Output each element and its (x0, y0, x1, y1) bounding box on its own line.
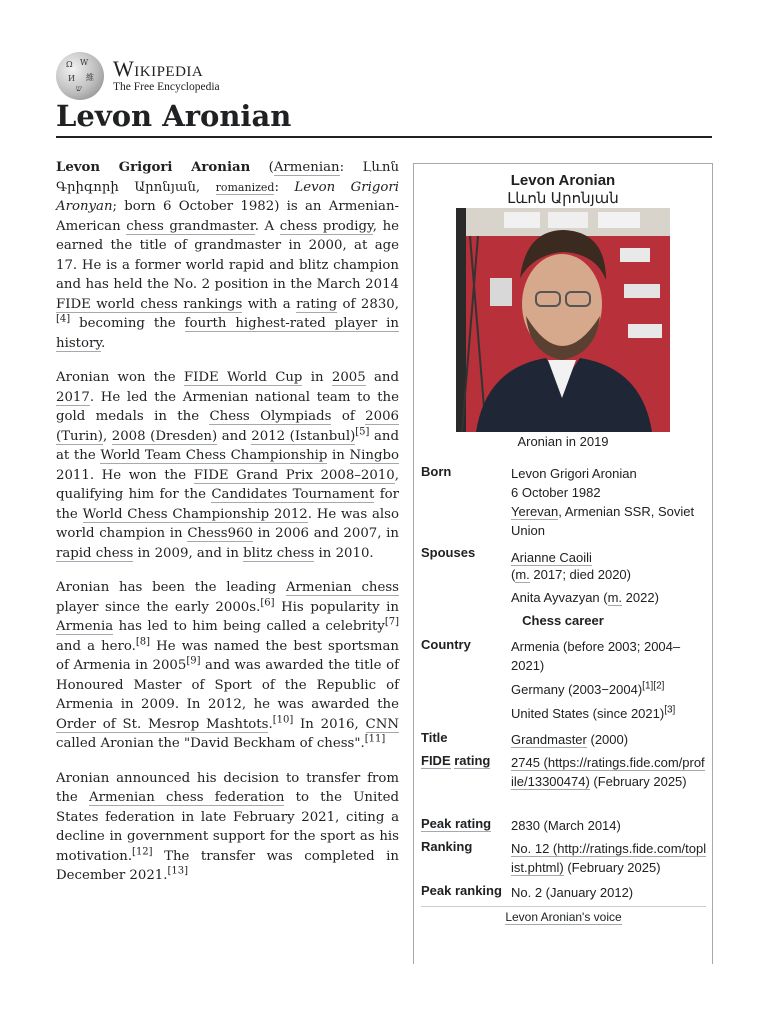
link-armenia[interactable]: Armenia (56, 619, 114, 634)
link-fide-world-chess-rankings[interactable]: FIDE world chess rankings (56, 296, 243, 312)
text: and (217, 428, 252, 444)
text: The transfer was completed in December 2021. (56, 848, 399, 883)
reference-3[interactable]: [3] (664, 704, 676, 716)
fide-rating-value (511, 753, 707, 791)
voice-section (421, 906, 706, 924)
title-value (511, 730, 707, 749)
reference-5[interactable]: [5] (355, 426, 370, 438)
text: and was awarded the title of Honoured Master of Sport of the Republic of Armenia in 2009. In 2012, he was awarded the (56, 658, 399, 712)
text: . A (254, 218, 280, 234)
link-rapid-chess[interactable]: rapid chess (56, 545, 134, 561)
link-2005[interactable]: 2005 (331, 370, 366, 385)
wikipedia-tagline: The Free Encyclopedia (113, 81, 220, 93)
born-place (511, 502, 707, 540)
link-world-chess-championship-2012[interactable]: World Chess Championship 2012 (82, 506, 308, 522)
text: Aronian announced his decision to transfer from the (56, 770, 399, 805)
link-armenian-language[interactable]: Armenian (273, 160, 340, 175)
text: , he earned the title of grandmaster in 2000, at age 17. He is a former world rapid and blitz champion and has held the No. 2 position in the March 2014 (56, 218, 400, 292)
link-grandmaster[interactable]: Grandmaster (511, 732, 587, 747)
text: . (268, 716, 273, 732)
paragraph-achievements (56, 368, 399, 563)
text: , (102, 428, 112, 444)
text: of (331, 409, 366, 424)
romanized-name: Levon Grigori Aronyan (56, 179, 399, 214)
reference-4[interactable]: [4] (56, 313, 71, 325)
link-chess-olympiads[interactable]: Chess Olympiads (209, 409, 332, 424)
text: in 2010. (314, 545, 374, 561)
reference-9[interactable]: [9] (186, 655, 201, 667)
text: (February 2025) (563, 860, 661, 875)
text: , Armenian SSR, Soviet Union (511, 504, 695, 538)
text: and at the (56, 428, 399, 463)
wikipedia-wordmark: Wikipedia (113, 56, 204, 81)
link-fide[interactable]: FIDE (421, 753, 451, 768)
spouses-label: Spouses (421, 545, 476, 560)
text: ( (511, 567, 516, 582)
link-fide-world-cup[interactable]: FIDE World Cup (183, 370, 303, 385)
wikipedia-logo[interactable] (56, 52, 220, 100)
link-fide-toplist[interactable]: No. 12 (http://ratings.fide.com/toplist.phtml) (511, 841, 707, 875)
text: in (302, 370, 332, 385)
chess-career-heading: Chess career (522, 613, 604, 628)
subject-name: Levon Grigori Aronian (56, 160, 251, 175)
peak-rating-value: 2830 (March 2014) (511, 818, 621, 833)
text: In 2016, (293, 716, 366, 732)
country-label: Country (421, 637, 471, 652)
text: with a (242, 296, 297, 312)
text: ; born 6 October 1982) is an Armenian-American (56, 199, 399, 234)
link-candidates-tournament[interactable]: Candidates Tournament (211, 487, 375, 502)
reference-8[interactable]: [8] (135, 636, 151, 648)
link-2012-istanbul[interactable]: 2012 (Istanbul) (251, 428, 356, 444)
text: Aronian won the (56, 370, 184, 385)
text: for the (56, 487, 399, 522)
portrait-photo[interactable] (456, 208, 670, 432)
text: Aronian has been the leading (56, 580, 286, 595)
link-2008-dresden[interactable]: 2008 (Dresden) (111, 428, 218, 444)
text: (2000) (586, 732, 629, 747)
link-married-abbr[interactable]: m. (515, 567, 530, 582)
country-armenia: Armenia (before 2003; 2004–2021) (511, 639, 681, 673)
text: Anita Ayvazyan ( (511, 590, 608, 605)
text: becoming the (70, 316, 185, 331)
fide-rating-label (421, 753, 490, 768)
link-romanized[interactable]: romanized (215, 180, 275, 194)
link-voice-audio[interactable]: Levon Aronian's voice (505, 910, 622, 924)
text: He was named the best sportsman of Armenia in 2005 (56, 638, 399, 673)
ranking-value (511, 839, 707, 877)
text: to the United States federation in late February 2021, citing a decline in government support for the sport as his motivation. (56, 790, 399, 864)
paragraph-popularity (56, 578, 399, 754)
text: 2017; died 2020) (529, 567, 631, 582)
photo-caption: Aronian in 2019 (517, 434, 609, 449)
text: 2022) (622, 590, 659, 605)
link-rating[interactable]: rating (454, 753, 491, 768)
link-order-st-mesrop-mashtots[interactable]: Order of St. Mesrop Mashtots (56, 716, 269, 732)
link-2006-turin[interactable]: 2006 (Turin) (56, 409, 399, 444)
infobox (413, 163, 713, 964)
text: in (327, 448, 350, 463)
spouses-value (511, 548, 707, 607)
title-divider (56, 136, 712, 138)
reference-11[interactable]: [11] (364, 733, 386, 745)
text: , qualifying him for the (56, 467, 400, 502)
text: . He led the Armenian national team to the gold medals in the (56, 389, 399, 424)
peak-ranking-value: No. 2 (January 2012) (511, 885, 634, 900)
article-body (56, 158, 399, 901)
peak-ranking-label: Peak ranking (421, 883, 502, 898)
link-married-abbr[interactable]: m. (607, 590, 623, 605)
link-yerevan[interactable]: Yerevan (511, 504, 559, 519)
reference-7[interactable]: [7] (384, 616, 399, 628)
link-armenian-chess[interactable]: Armenian chess (285, 580, 400, 595)
text: of 2830, (337, 296, 399, 312)
text: (February 2025) (589, 774, 687, 789)
link-chess960[interactable]: Chess960 (187, 526, 253, 541)
link-2017[interactable]: 2017 (56, 389, 90, 405)
ranking-label: Ranking (421, 839, 473, 854)
reference-6[interactable]: [6] (260, 597, 275, 609)
country-value (511, 637, 707, 723)
link-cnn[interactable]: CNN (365, 716, 399, 732)
text: . He was also world champion in (56, 506, 399, 541)
text: His popularity in (274, 599, 399, 615)
text: has led to him being called a celebrity (113, 619, 385, 634)
page-title: Levon Aronian (56, 99, 292, 133)
paragraph-transfer (56, 769, 399, 886)
link-blitz-chess[interactable]: blitz chess (243, 545, 315, 561)
paragraph-intro: Levon Grigori Aronian (Armenian: Լևոն Գրիգորի Արոնյան, romanized: Levon Grigori Aronyan; born 6 October 1982) is an Armenian-American chess grandmaster. A chess prodigy, he earned the title of grandmaster in 2000, at age 17. He is a former world rapid and blitz champion and has held the No. 2 position in the March 2014 FIDE world chess rankings with a rating of 2830,[4] becoming the fourth highest-rated player in history. (56, 160, 400, 351)
link-fide-grand-prix[interactable]: FIDE Grand Prix 2008–2010 (193, 467, 395, 483)
reference-12[interactable]: [12] (132, 846, 153, 858)
born-date: 6 October 1982 (511, 485, 601, 500)
infobox-native-name: Լևոն Արոնյան (507, 190, 619, 207)
country-united-states: United States (since 2021) (511, 706, 665, 721)
link-fourth-highest-rated[interactable]: fourth highest-rated player in history (56, 316, 399, 351)
text: 2011. He won the (56, 467, 194, 483)
country-germany: Germany (2003−2004) (511, 682, 643, 697)
born-name: Levon Grigori Aronian (511, 466, 637, 481)
title-label: Title (421, 730, 448, 745)
link-chess-grandmaster[interactable]: chess grandmaster (126, 218, 255, 234)
text: player since the early 2000s. (56, 599, 261, 615)
text: and (365, 370, 399, 385)
reference-1-2[interactable]: [1][2] (642, 680, 665, 692)
link-world-team-chess-championship[interactable]: World Team Chess Championship (100, 448, 328, 463)
text: in 2006 and 2007, in (252, 526, 399, 541)
born-label: Born (421, 464, 452, 479)
link-arianne-caoili[interactable]: Arianne Caoili (511, 550, 592, 565)
text: . (101, 335, 106, 351)
infobox-name: Levon Aronian (510, 172, 616, 189)
born-value (511, 464, 707, 540)
text: called Aronian the "David Beckham of chess". (56, 736, 365, 751)
link-rating[interactable]: rating (296, 296, 338, 312)
link-ningbo[interactable]: Ningbo (349, 448, 399, 463)
text: and a hero. (56, 638, 136, 654)
link-peak-rating[interactable]: Peak rating (421, 816, 492, 831)
puzzle-globe-icon: Ω W 維 И ש (56, 52, 104, 100)
text: in 2009, and in (133, 545, 244, 561)
reference-10[interactable]: [10] (272, 714, 294, 726)
reference-13[interactable]: [13] (167, 865, 189, 877)
native-name: Լևոն Գրիգորի Արոնյան (56, 160, 399, 195)
peak-rating-label (421, 816, 491, 831)
link-armenian-chess-federation[interactable]: Armenian chess federation (89, 790, 285, 805)
link-fide-profile[interactable]: 2745 (https://ratings.fide.com/profile/13300474) (511, 755, 705, 789)
link-chess-prodigy[interactable]: chess prodigy (279, 218, 373, 234)
